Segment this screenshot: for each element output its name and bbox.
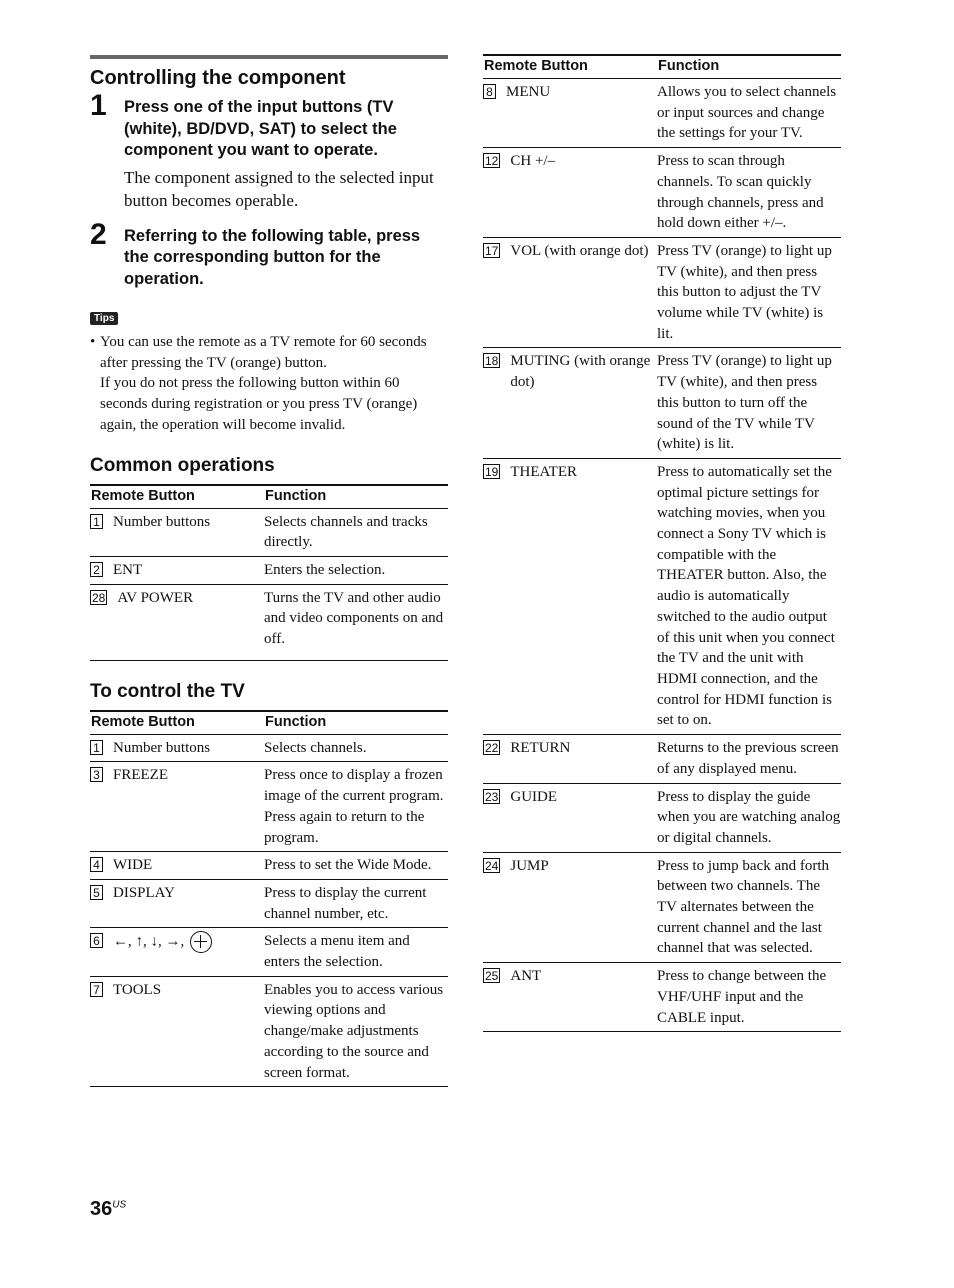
step-heading: Press one of the input buttons (TV (white), BD/DVD, SAT) to select the component you want to operate. xyxy=(124,98,397,159)
button-name: THEATER xyxy=(510,463,578,480)
step-1 xyxy=(90,89,448,212)
step-body: The component assigned to the selected input button becomes operable. xyxy=(124,167,434,210)
button-name: Number buttons xyxy=(113,739,211,756)
common-operations-title: Common operations xyxy=(90,454,275,476)
button-name: VOL (with orange dot) xyxy=(510,242,649,259)
button-name: GUIDE xyxy=(510,788,558,805)
function-text: Press to display the current channel number, etc. xyxy=(264,879,448,927)
table-row xyxy=(90,879,448,927)
function-text: Press to change between the VHF/UHF input and the CABLE input. xyxy=(657,963,841,1032)
control-tv-title: To control the TV xyxy=(90,680,245,702)
function-text: Selects channels and tracks directly. xyxy=(264,508,448,556)
button-name: WIDE xyxy=(113,857,153,874)
function-text: Returns to the previous screen of any displayed menu. xyxy=(657,735,841,783)
table-row xyxy=(483,148,841,238)
table-row xyxy=(483,237,841,348)
button-number: 23 xyxy=(485,789,499,804)
tip-text-1: You can use the remote as a TV remote for 60 seconds after pressing the TV (orange) button. xyxy=(100,334,427,371)
function-text: Press TV (orange) to light up TV (white), and then press this button to turn off the sound of the TV while TV (white) is lit. xyxy=(657,348,841,459)
step-number: 2 xyxy=(90,217,107,251)
button-number: 25 xyxy=(485,969,499,984)
section-title: Controlling the component xyxy=(90,67,346,89)
enter-crosshair-icon xyxy=(190,931,212,953)
table-row xyxy=(90,762,448,852)
button-name: JUMP xyxy=(510,857,549,874)
button-name: MENU xyxy=(506,84,551,100)
tips-badge: Tips xyxy=(90,312,118,325)
button-number: 28 xyxy=(92,590,106,605)
col-header-button: Remote Button xyxy=(90,485,264,509)
button-name: Number buttons xyxy=(113,513,211,530)
tip-item xyxy=(90,332,448,436)
control-tv-table-continued xyxy=(483,54,841,1032)
page-number xyxy=(90,1198,126,1221)
function-text: Press to display the guide when you are watching analog or digital channels. xyxy=(657,783,841,852)
button-number: 12 xyxy=(485,154,499,169)
button-number: 1 xyxy=(90,740,103,755)
left-column xyxy=(90,55,448,1087)
function-text: Selects a menu item and enters the selection. xyxy=(264,928,448,976)
tip-text-2: If you do not press the following button within 60 seconds during registration or you press TV (orange) again, the operation will become invalid. xyxy=(100,375,418,433)
function-text: Enters the selection. xyxy=(264,556,448,584)
col-header-function: Function xyxy=(264,485,448,509)
table-row xyxy=(483,852,841,963)
button-name: ANT xyxy=(510,968,542,985)
table-row xyxy=(483,348,841,459)
button-name: TOOLS xyxy=(113,981,162,998)
table-row xyxy=(483,79,841,148)
table-row xyxy=(90,976,448,1087)
button-name: CH +/– xyxy=(510,153,556,170)
common-operations-table xyxy=(90,484,448,661)
button-number: 22 xyxy=(485,741,499,756)
table-header-row xyxy=(90,485,448,509)
button-name: RETURN xyxy=(510,740,571,757)
table-row xyxy=(90,852,448,880)
function-text: Press to jump back and forth between two channels. The TV alternates between the current channel and the last channel that was selected. xyxy=(657,852,841,963)
table-row xyxy=(90,508,448,556)
col-header-button: Remote Button xyxy=(90,711,264,735)
button-name: AV POWER xyxy=(117,589,194,606)
function-text: Press once to display a frozen image of the current program. Press again to return to the program. xyxy=(264,762,448,852)
col-header-function: Function xyxy=(264,711,448,735)
button-number: 2 xyxy=(90,562,103,577)
function-text: Turns the TV and other audio and video components on and off. xyxy=(264,584,448,660)
button-number: 5 xyxy=(90,885,103,900)
col-header-function: Function xyxy=(657,55,841,79)
table-row xyxy=(483,783,841,852)
button-name: FREEZE xyxy=(113,767,168,784)
function-text: Press TV (orange) to light up TV (white), and then press this button to adjust the TV volume while TV (white) is lit. xyxy=(657,237,841,348)
button-number: 4 xyxy=(90,857,103,872)
table-row xyxy=(90,584,448,660)
function-text: Selects channels. xyxy=(264,734,448,762)
function-text: Enables you to access various viewing options and change/make adjustments according to the source and screen format. xyxy=(264,976,448,1087)
button-number: 24 xyxy=(485,858,499,873)
table-row xyxy=(90,556,448,584)
button-number: 18 xyxy=(485,354,499,369)
function-text: Press to set the Wide Mode. xyxy=(264,852,448,880)
tips-box xyxy=(90,308,448,436)
button-number: 1 xyxy=(90,514,103,529)
button-number: 7 xyxy=(90,982,103,997)
table-header-row xyxy=(483,55,841,79)
control-tv-table xyxy=(90,710,448,1088)
col-header-button: Remote Button xyxy=(483,55,657,79)
right-column xyxy=(483,54,841,1032)
bullet-icon: • xyxy=(90,334,96,350)
button-number: 17 xyxy=(485,243,499,258)
button-name: DISPLAY xyxy=(113,884,175,901)
function-text: Press to automatically set the optimal picture settings for watching movies, when you connect a Sony TV which is compatible with the THEATER button. Also, the audio is automatically switched to the audio output of this unit when you connect the TV and the unit with HDMI connection, and the control for HDMI function is set to on. xyxy=(657,458,841,734)
page-number-value: 36 xyxy=(90,1198,113,1220)
button-number: 19 xyxy=(485,464,499,479)
table-row xyxy=(483,735,841,783)
button-number: 3 xyxy=(90,767,103,782)
table-row xyxy=(483,963,841,1032)
table-row xyxy=(90,734,448,762)
step-number: 1 xyxy=(90,89,107,122)
step-heading: Referring to the following table, press the corresponding button for the operation. xyxy=(124,226,421,288)
button-number: 6 xyxy=(90,933,103,948)
button-number: 8 xyxy=(483,84,496,99)
table-row xyxy=(483,458,841,734)
function-text: Allows you to select channels or input sources and change the settings for your TV. xyxy=(657,79,841,148)
page-region-suffix: US xyxy=(112,1199,127,1211)
table-row xyxy=(90,928,448,976)
button-name: ENT xyxy=(113,561,143,578)
step-2 xyxy=(90,217,448,291)
button-name: MUTING (with orange dot) xyxy=(510,353,651,391)
section-rule xyxy=(90,55,448,59)
table-header-row xyxy=(90,711,448,735)
arrow-buttons-label: ←, ↑, ↓, →, xyxy=(113,933,185,950)
function-text: Press to scan through channels. To scan quickly through channels, press and hold down either +/–. xyxy=(657,148,841,238)
